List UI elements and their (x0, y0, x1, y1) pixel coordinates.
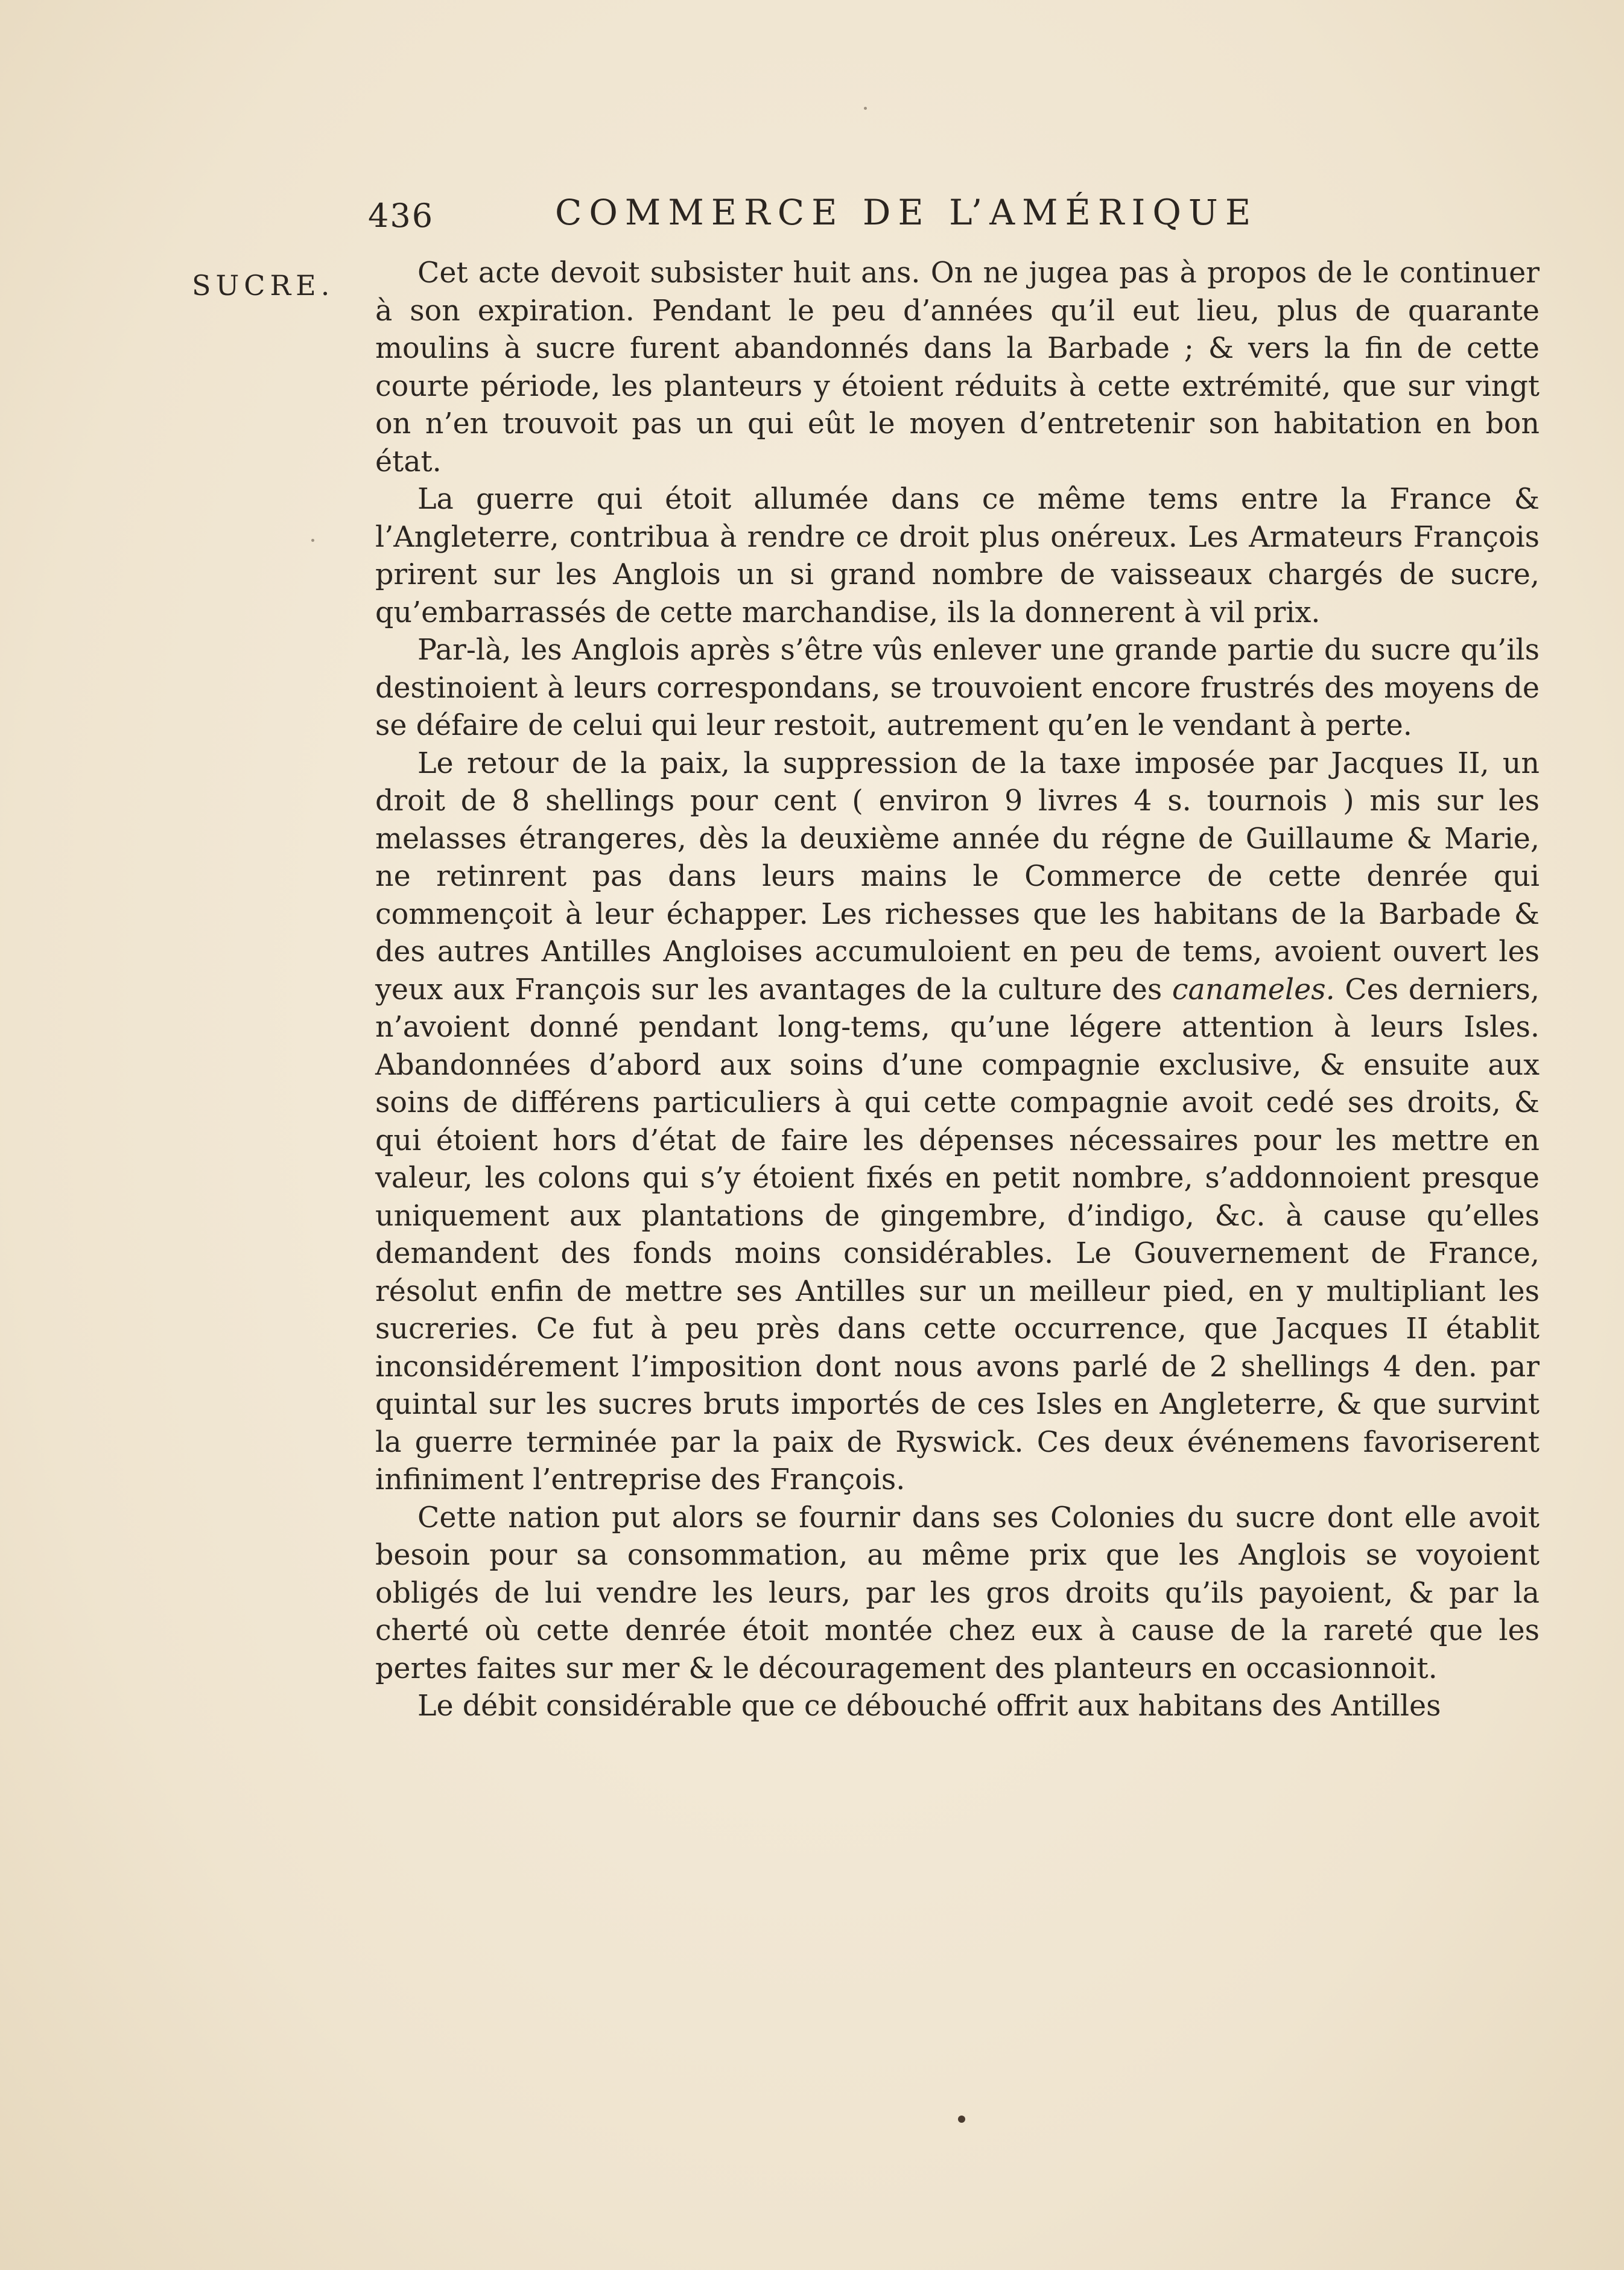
running-title: COMMERCE DE L’AMÉRIQUE (555, 192, 1258, 233)
paragraph-1: Cet acte devoit subsister huit ans. On ne jugea pas à propos de le continuer à son expiration. Pendant le peu d’années qu’il eut lieu, plus de quarante moulins à sucre furent abandonnés dans la Barbade ; & vers la fin de cette courte période, les planteurs y étoient réduits à cette extrémité, que sur vingt on n’en trouvoit pas un qui eût le moyen d’entretenir son habitation en bon état. (375, 256, 1540, 478)
margin-note: SUCRE. (192, 269, 335, 302)
italic-term: canameles. (1172, 973, 1335, 1006)
paragraph-2: La guerre qui étoit allumée dans ce même tems entre la France & l’Angleterre, contribua à rendre ce droit plus onéreux. Les Armateurs François prirent sur les Anglois un si grand nombre de vaisseaux chargés de sucre, qu’embarrassés de cette marchandise, ils la donnerent à vil prix. (375, 483, 1540, 629)
ink-speck (864, 107, 867, 110)
paragraph-5: Cette nation put alors se fournir dans ses Colonies du sucre dont elle avoit besoin pour sa consommation, au même prix que les Anglois se voyoient obligés de lui vendre les leurs, par les gros droits qu’ils payoient, & par la cherté où cette denrée étoit montée chez eux à cause de la rareté que les pertes faites sur mer & le découragement des planteurs en occasionnoit. (375, 1501, 1540, 1685)
paragraph-3: Par-là, les Anglois après s’être vûs enlever une grande partie du sucre qu’ils destinoient à leurs correspondans, se trouvoient encore frustrés des moyens de se défaire de celui qui leur restoit, autrement qu’en le vendant à perte. (375, 634, 1540, 742)
paragraph-4-start: Le retour de la paix, la suppression de la taxe imposée par Jacques II, un droit de 8 shellings pour cent ( environ 9 livres 4 s. tournois ) mis sur les melasses étrangeres, dès la deuxième année du régne de Guillaume & Marie, ne retinrent pas dans leurs mains le Commerce de cette denrée qui commençoit à leur échapper. Les richesses que les habitans de la Barbade & des autres Antilles Angloises accumuloient en peu de tems, avoient ouvert les yeux aux François sur les avantages de la culture des (375, 746, 1540, 1006)
paragraph-4-end: Ces derniers, n’avoient donné pendant long-tems, qu’une légere attention à leurs Isles. Abandonnées d’abord aux soins d’une compagnie exclusive, & ensuite aux soins de différens particuliers à qui cette compagnie avoit cedé ses droits, & qui étoient hors d’état de faire les dépenses nécessaires pour les mettre en valeur, les colons qui s’y étoient fixés en petit nombre, s’addonnoient presque uniquement aux plantations de gingembre, d’indigo, &c. à cause qu’elles demandent des fonds moins considérables. Le Gouvernement de France, résolut enfin de mettre ses Antilles sur un meilleur pied, en y multipliant les sucreries. Ce fut à peu près dans cette occurrence, que Jacques II établit inconsidérement l’imposition dont nous avons parlé de 2 shellings 4 den. par quintal sur les sucres bruts importés de ces Isles en Angleterre, & que survint la guerre terminée par la paix de Ryswick. Ces deux événemens favoriserent infiniment l’entreprise des François. (375, 973, 1540, 1496)
ink-speck (958, 2116, 965, 2123)
page-number: 436 (368, 197, 434, 235)
body-text (375, 255, 1540, 1726)
paragraph-6: Le débit considérable que ce débouché offrit aux habitans des Antilles (417, 1690, 1441, 1723)
paragraph-4 (375, 745, 1540, 1499)
ink-speck (311, 539, 314, 542)
page-header (0, 192, 1624, 240)
